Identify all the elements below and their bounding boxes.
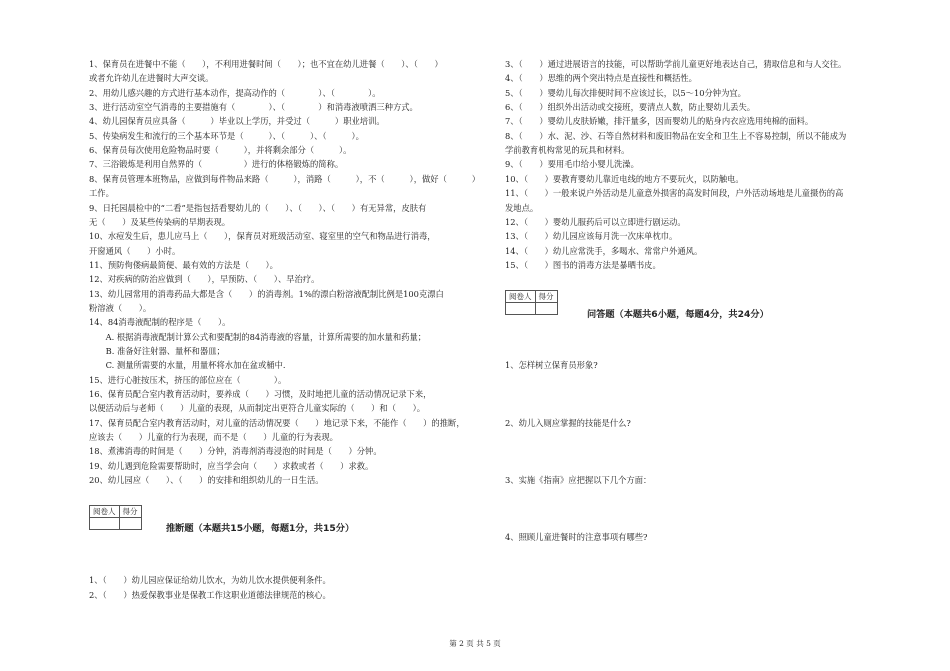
fill-blank-line: 5、传染病发生和流行的三个基本环节是（ ）、（ ）、（ ）。 bbox=[89, 130, 364, 141]
judgment-question: 8、（ ）水、泥、沙、石等自然材料和废旧物品在安全和卫生上不容易控制，所以不能成为 bbox=[505, 130, 847, 141]
judgment-question: 11、（ ）一般来说户外活动是儿童意外损害的高发时间段，户外活动场地是儿童摄伤的高 bbox=[505, 188, 844, 199]
judgment-question: 13、（ ）幼儿园应该每月洗一次床单枕巾。 bbox=[505, 231, 678, 242]
fill-blank-line: 18、煮沸消毒的时间是（ ）分钟，消毒剂消毒浸泡的时间是（ ）分钟。 bbox=[89, 446, 382, 457]
fill-blank-line: 15、进行心脏按压术，挤压的部位应在（ ）。 bbox=[89, 374, 287, 385]
section-title-judgment: 推断题（本题共15小题，每题1分，共15分） bbox=[166, 523, 355, 534]
fill-blank-line: C. 测量所需要的水量，用量杯将水加在盆或桶中. bbox=[89, 360, 286, 371]
score-cell[interactable] bbox=[119, 518, 141, 530]
fill-blank-line: 9、日托园晨检中的“二看”是指包括看婴幼儿的（ ）、（ ）、（ ）有无异常，皮肤有 bbox=[89, 202, 427, 213]
fill-blank-line: 2、用幼儿感兴趣的方式进行基本动作，提高动作的（ ）、（ ）。 bbox=[89, 87, 381, 98]
score-label: 得分 bbox=[535, 291, 557, 303]
fill-blank-line: 6、保育员每次使用危险物品时要（ ），并将剩余部分（ ）。 bbox=[89, 145, 352, 156]
fill-blank-line: 7、三浴锻炼是利用自然界的（ ）进行的体格锻炼的简称。 bbox=[89, 159, 344, 170]
qa-question: 2、幼儿入厕应掌握的技能是什么? bbox=[505, 418, 631, 428]
score-box bbox=[89, 505, 142, 530]
fill-blank-line: 12、对疾病的防治应做到（ ），早预防、（ ）、早治疗。 bbox=[89, 274, 320, 285]
judgment-question: 10、（ ）要教育婴幼儿靠近电线的地方不要玩火，以防触电。 bbox=[505, 173, 744, 184]
fill-blank-line: 无（ ）及某些传染病的早期表现。 bbox=[89, 216, 231, 227]
fill-blank-line: 14、84消毒液配制的程序是（ ）。 bbox=[89, 317, 231, 328]
fill-blank-line: 4、幼儿园保育员应具备（ ）毕业以上学历，并受过（ ）职业培训。 bbox=[89, 116, 385, 127]
fill-blank-line: 20、幼儿园应（ ）、（ ）的安排和组织幼儿的一日生活。 bbox=[89, 475, 324, 486]
judgment-question: 14、（ ）幼儿应常洗手，多喝水、常常户外通风。 bbox=[505, 245, 703, 256]
judgment-question: 5、（ ）婴幼儿每次排便时间不应该过长，以5～10分钟为宜。 bbox=[505, 87, 746, 98]
page-footer: 第 2 页 共 5 页 bbox=[449, 639, 501, 648]
section-title-qa: 问答题（本题共6小题，每题4分，共24分） bbox=[587, 309, 769, 320]
judgment-question: 学前教育机构常见的玩具和材料。 bbox=[505, 145, 630, 156]
reviewer-cell[interactable] bbox=[506, 303, 536, 315]
fill-blank-line: B. 准备好注射器、量杯和器皿； bbox=[89, 346, 225, 356]
judgment-question: 6、（ ）组织外出活动或交接班，要清点人数，防止婴幼儿丢失。 bbox=[505, 102, 756, 113]
score-cell[interactable] bbox=[535, 303, 557, 315]
fill-blank-line: 应该去（ ）儿童的行为表现，而不是（ ）儿童的行为表现。 bbox=[89, 432, 338, 443]
fill-blank-line: 3、进行活动室空气消毒的主要措施有（ ）、（ ）和消毒液喷洒三种方式。 bbox=[89, 102, 418, 113]
fill-blank-line: 19、幼儿遇到危险需要帮助时，应当学会向（ ）求救或者（ ）求救。 bbox=[89, 460, 374, 471]
fill-blank-line: 开窗通风（ ）小时。 bbox=[89, 245, 181, 256]
reviewer-cell[interactable] bbox=[90, 518, 120, 530]
judgment-question: 15、（ ）图书的消毒方法是暴晒书皮。 bbox=[505, 259, 661, 270]
reviewer-label: 阅卷人 bbox=[90, 506, 120, 518]
fill-blank-line: 13、幼儿园常用的消毒药品大都是含（ ）的消毒剂。1%的漂白粉溶液配制比例是100克漂白 bbox=[89, 288, 444, 299]
fill-blank-line: 10、水痘发生后，患儿应马上（ ），保育员对班级活动室、寝室里的空气和物品进行消毒， bbox=[89, 231, 436, 242]
fill-blank-line: 或者允许幼儿在进餐时大声交谈。 bbox=[89, 73, 214, 84]
qa-question: 4、照顾儿童进餐时的注意事项有哪些? bbox=[505, 532, 648, 542]
judgment-question: 2、（ ）热爱保教事业是保教工作这职业道德法律规范的核心。 bbox=[89, 589, 331, 600]
fill-blank-line: 16、保育员配合室内教育活动时，要养成（ ）习惯，及时地把儿童的活动情况记录下来， bbox=[89, 389, 432, 400]
qa-question: 3、实施《指南》应把握以下几个方面： bbox=[505, 475, 652, 485]
qa-question: 1、怎样树立保育员形象? bbox=[505, 360, 598, 370]
judgment-question: 7、（ ）婴幼儿皮肤娇嫩，排汗量多，因而婴幼儿的贴身内衣应选用纯棉的面料。 bbox=[505, 116, 814, 127]
score-label: 得分 bbox=[119, 506, 141, 518]
score-box bbox=[505, 290, 558, 315]
fill-blank-line: 以便活动后与老师（ ）儿童的表现，从而制定出更符合儿童实际的（ ）和（ ）。 bbox=[89, 403, 426, 414]
fill-blank-line: 1、保育员在进餐中不能（ ），不利用进餐时间（ ）；也不宜在幼儿进餐（ ）、（ ） bbox=[89, 59, 443, 69]
judgment-question: 4、（ ）思维的两个突出特点是直接性和概括性。 bbox=[505, 73, 697, 84]
fill-blank-line: 粉溶液（ ）。 bbox=[89, 302, 152, 313]
fill-blank-line: 8、保育员管理本班物品，应做到每件物品来路（ ），消路（ ），不（ ），做好（ ） bbox=[89, 173, 481, 184]
fill-blank-line: 11、预防佝偻病最简便、最有效的方法是（ ）。 bbox=[89, 259, 278, 270]
fill-blank-line: 17、保育员配合室内教育活动时，对儿童的活动情况要（ ）地记录下来，不能作（ ）的推断， bbox=[89, 417, 465, 428]
judgment-question: 3、（ ）通过进展语言的技能，可以帮助学前儿童更好地表达自己，猜取信息和与人交往。 bbox=[505, 59, 847, 69]
judgment-question: 发地点。 bbox=[505, 202, 539, 213]
fill-blank-line: 工作。 bbox=[89, 188, 114, 199]
judgment-question: 9、（ ）要用毛巾给小婴儿洗澡。 bbox=[505, 159, 639, 170]
judgment-question: 12、（ ）婴幼儿服药后可以立即进行剧运动。 bbox=[505, 216, 686, 227]
fill-blank-line: A. 根据消毒液配制计算公式和要配制的84消毒液的容量，计算所需要的加水量和药量； bbox=[89, 331, 427, 342]
reviewer-label: 阅卷人 bbox=[506, 291, 536, 303]
judgment-question: 1、（ ）幼儿园应保证给幼儿饮水，为幼儿饮水提供便利条件。 bbox=[89, 575, 331, 585]
